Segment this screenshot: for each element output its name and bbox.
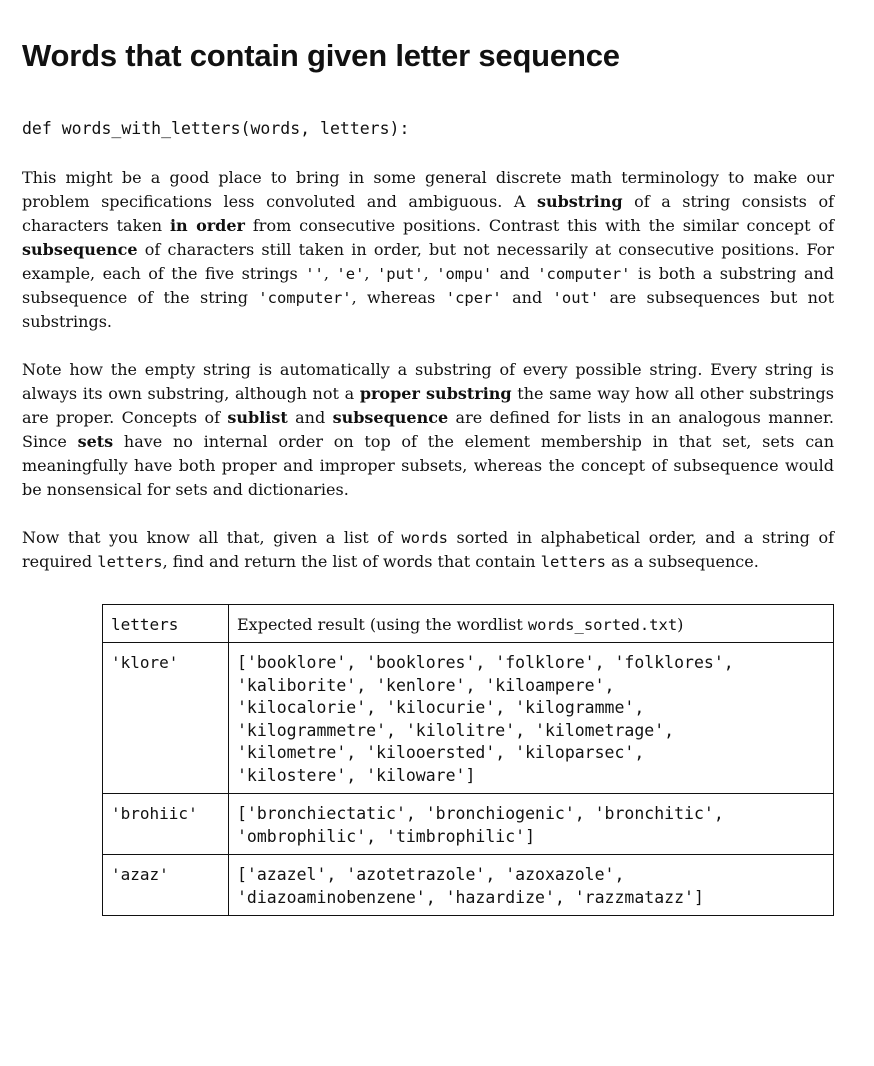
paragraph-task-description: Now that you know all that, given a list of words sorted in alphabetical order, and a string of required letters, find and return the list of words that contain letters as a subsequence.	[22, 528, 834, 571]
row-result: ['bronchiectatic', 'bronchiogenic', 'bronchitic', 'ombrophilic', 'timbrophilic']	[229, 794, 834, 855]
table-row	[103, 855, 834, 916]
row-result: ['booklore', 'booklores', 'folklore', 'folklores', 'kaliborite', 'kenlore', 'kiloampere', 'kilocalorie', 'kilocurie', 'kilogramme', 'kilogrammetre', 'kilolitre', 'kilometrage', 'kilometre', 'kilooersted', 'kiloparsec', 'kilostere', 'kiloware']	[229, 643, 834, 794]
row-letters: 'brohiic'	[103, 794, 229, 855]
examples-table	[102, 604, 834, 916]
document-page	[22, 36, 835, 907]
table-row	[103, 643, 834, 794]
paragraph-proper-substring: Note how the empty string is automatically a substring of every possible string. Every string is always its own substring, although not a proper substring the same way how all other substrings are proper. Concepts of sublist and subsequence are defined for lists in an analogous manner. Since sets have no internal order on top of the element membership in that set, sets can meaningfully have both proper and improper subsets, whereas the concept of subsequence would be nonsensical for sets and dictionaries.	[22, 360, 834, 499]
table-header-row	[103, 605, 834, 643]
paragraph-substring-definition: This might be a good place to bring in some general discrete math terminology to make our problem specifications less convoluted and ambiguous. A substring of a string consists of characters taken in order from consecutive positions. Contrast this with the similar concept of subsequence of characters still taken in order, but not necessarily at consecutive positions. For example, each of the five strings '', 'e', 'put', 'ompu' and 'computer' is both a substring and subsequence of the string 'computer', whereas 'cper' and 'out' are subsequences but not substrings.	[22, 168, 835, 331]
row-letters: 'klore'	[103, 643, 229, 794]
header-expected-result: Expected result (using the wordlist words_sorted.txt)	[229, 605, 834, 643]
header-letters: letters	[103, 605, 229, 643]
table-row	[103, 794, 834, 855]
page-title: Words that contain given letter sequence	[22, 38, 620, 73]
function-signature: def words_with_letters(words, letters):	[22, 119, 410, 138]
row-letters: 'azaz'	[103, 855, 229, 916]
row-result: ['azazel', 'azotetrazole', 'azoxazole', 'diazoaminobenzene', 'hazardize', 'razzmatazz']	[229, 855, 834, 916]
